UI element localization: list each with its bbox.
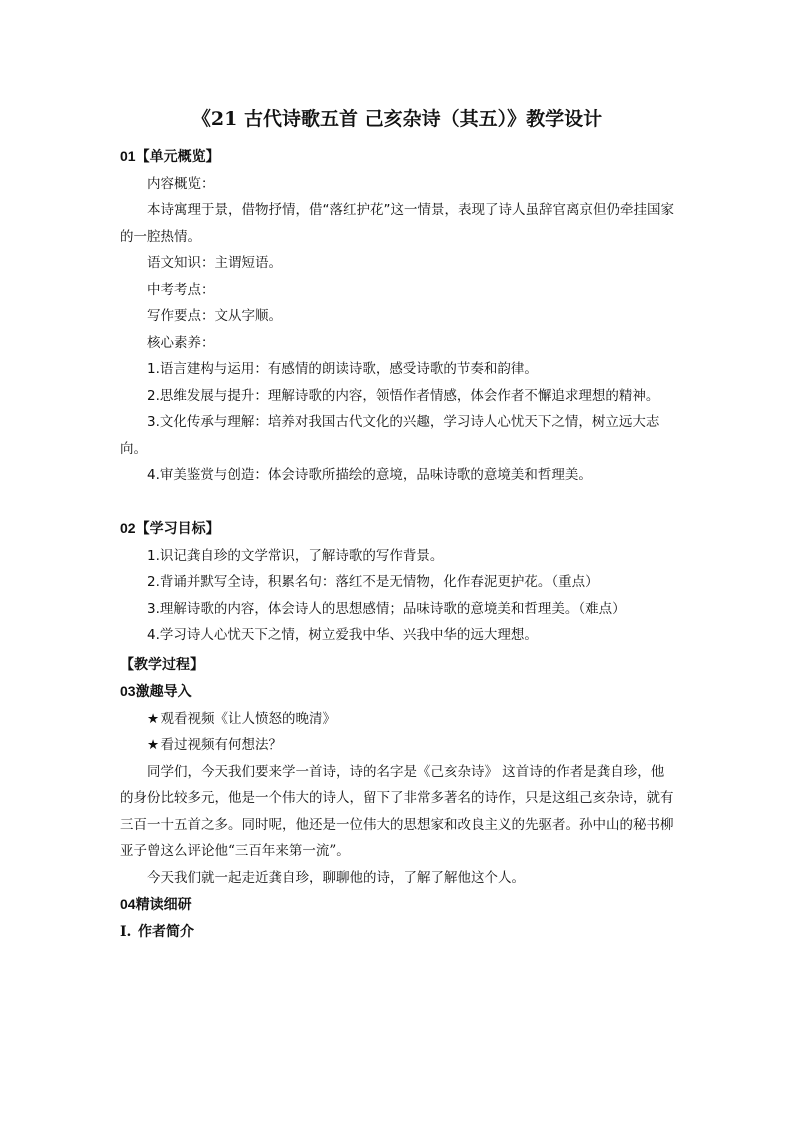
thought-item <box>120 732 674 759</box>
learning-goal-item: 1.识记龚自珍的文学常识，了解诗歌的写作背景。 <box>147 547 444 564</box>
section-03-label: 激趣导入 <box>135 684 192 700</box>
author-intro-label: 作者简介 <box>138 923 194 940</box>
thought-item-text: 看过视频有何想法？ <box>160 737 282 753</box>
learning-goal-item: 3.理解诗歌的内容，体会诗人的思想感情；品味诗歌的意境美和哲理美。（难点） <box>147 600 626 617</box>
section-02-heading <box>120 515 674 543</box>
learning-goal-item: 2.背诵并默写全诗，积累名句：落红不是无情物，化作春泥更护花。（重点） <box>147 574 599 590</box>
core-literacy-item: 3.文化传承与理解：培养对我国古代文化的兴趣，学习诗人心忧天下之情，树立远大志向。 <box>120 414 660 457</box>
document-title: 《21 古代诗歌五首 己亥杂诗（其五）》教学设计 <box>191 108 603 130</box>
star-icon: ★ <box>147 710 160 727</box>
section-gap <box>120 489 674 516</box>
document-content <box>120 143 674 945</box>
star-icon: ★ <box>147 737 160 753</box>
language-knowledge: 语文知识：主谓短语。 <box>147 255 282 271</box>
section-03-heading <box>120 678 674 706</box>
content-overview-label: 内容概览： <box>147 175 215 192</box>
video-item <box>120 706 674 733</box>
section-03-number: 03 <box>120 683 136 699</box>
core-literacy-item: 4.审美鉴赏与创造：体会诗歌所描绘的意境，品味诗歌的意境美和哲理美。 <box>147 467 592 483</box>
core-literacy-label: 核心素养： <box>147 334 215 351</box>
author-intro-number: Ⅰ. <box>120 923 132 940</box>
section-04-heading <box>120 891 674 919</box>
section-02-label: 【学习目标】 <box>135 521 220 537</box>
section-02-number: 02 <box>120 520 136 536</box>
section-01-number: 01 <box>120 148 136 164</box>
intro-paragraph-2: 今天我们就一起走近龚自珍，聊聊他的诗，了解了解他这个人。 <box>147 869 525 886</box>
exam-points: 中考考点： <box>147 281 215 298</box>
section-01-label: 【单元概览】 <box>135 149 220 165</box>
writing-points: 写作要点：文从字顺。 <box>147 308 282 324</box>
video-item-text: 观看视频《让人愤怒的晚清》 <box>160 710 336 727</box>
section-04-label: 精读细研 <box>135 897 192 913</box>
section-01-heading <box>120 143 674 171</box>
learning-goal-item: 4.学习诗人心忧天下之情，树立爱我中华、兴我中华的远大理想。 <box>147 627 538 643</box>
intro-paragraph-1: 同学们，今天我们要来学一首诗，诗的名字是《己亥杂诗》 这首诗的作者是龚自珍，他的身份比较多元，他是一个伟大的诗人，留下了非常多著名的诗作，只是这组己亥杂诗，就有三百一十五首之多。同时呢，他还是一位伟大的思想家和改良主义的先驱者。孙中山的秘书柳亚子曾这么评论他“三百年来第一流”。 <box>120 763 674 859</box>
core-literacy-item: 1.语言建构与运用：有感情的朗读诗歌，感受诗歌的节奏和韵律。 <box>147 361 538 377</box>
content-overview-text: 本诗寓理于景，借物抒情，借“落红护花”这一情景，表现了诗人虽辞官离京但仍牵挂国家的一腔热情。 <box>120 202 674 245</box>
section-04-number: 04 <box>120 896 136 912</box>
author-intro-heading <box>120 919 674 946</box>
teaching-process-heading: 【教学过程】 <box>120 656 204 673</box>
core-literacy-item: 2.思维发展与提升：理解诗歌的内容，领悟作者情感，体会作者不懈追求理想的精神。 <box>147 387 660 404</box>
